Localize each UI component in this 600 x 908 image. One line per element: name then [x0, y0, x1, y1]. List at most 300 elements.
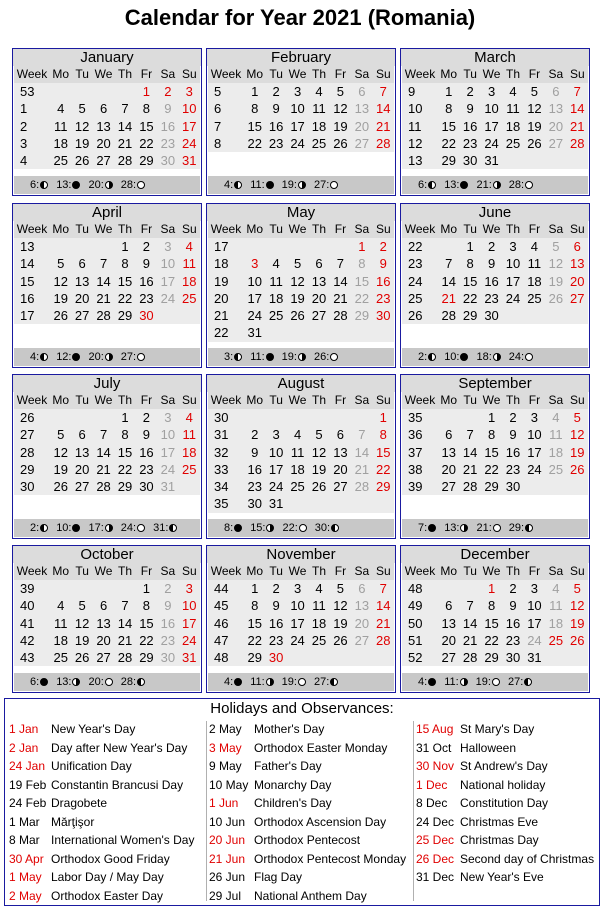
day-cell[interactable]: 15 [376, 444, 391, 460]
day-cell[interactable]: 1 [379, 410, 387, 425]
day-cell[interactable]: 10 [527, 427, 542, 443]
day-cell[interactable]: 19 [311, 461, 327, 477]
day-cell[interactable] [351, 324, 372, 341]
day-cell[interactable]: 23 [247, 479, 262, 495]
day-cell[interactable] [287, 324, 308, 341]
day-cell[interactable]: 13 [441, 444, 456, 460]
day-cell[interactable]: 5 [336, 581, 345, 596]
day-cell[interactable]: 21 [354, 461, 370, 477]
day-cell[interactable]: 12 [74, 118, 90, 134]
day-cell[interactable]: 20 [333, 461, 348, 477]
day-cell[interactable]: 12 [290, 273, 305, 289]
day-cell[interactable]: 8 [487, 598, 496, 614]
day-cell[interactable]: 13 [570, 256, 585, 272]
day-cell[interactable]: 26 [53, 479, 68, 495]
day-cell[interactable]: 17 [160, 273, 176, 289]
day-cell[interactable]: 5 [78, 101, 86, 117]
day-cell[interactable]: 9 [509, 598, 517, 614]
day-cell[interactable]: 8 [487, 427, 496, 443]
day-cell[interactable]: 22 [462, 290, 478, 306]
day-cell[interactable]: 3 [251, 256, 259, 272]
day-cell[interactable]: 27 [96, 153, 111, 169]
day-cell[interactable]: 1 [121, 410, 129, 425]
day-cell[interactable]: 1 [487, 410, 496, 425]
day-cell[interactable]: 25 [268, 308, 284, 324]
day-cell[interactable]: 6 [358, 84, 366, 99]
day-cell[interactable]: 13 [441, 615, 456, 631]
day-cell[interactable]: 13 [96, 118, 111, 134]
day-cell[interactable]: 5 [573, 410, 581, 425]
day-cell[interactable]: 5 [552, 239, 560, 254]
day-cell[interactable]: 10 [527, 598, 542, 614]
day-cell[interactable]: 9 [164, 101, 172, 117]
day-cell[interactable]: 24 [247, 308, 262, 324]
day-cell[interactable]: 11 [527, 256, 542, 272]
day-cell[interactable]: 20 [548, 118, 564, 134]
day-cell[interactable]: 1 [251, 581, 259, 596]
day-cell[interactable] [265, 324, 286, 341]
day-cell[interactable] [330, 238, 351, 255]
day-cell[interactable]: 3 [185, 84, 193, 99]
day-cell[interactable]: 11 [290, 444, 305, 460]
day-cell[interactable]: 29 [139, 153, 154, 169]
day-cell[interactable]: 24 [182, 135, 197, 151]
day-cell[interactable]: 27 [441, 479, 456, 495]
day-cell[interactable] [308, 324, 329, 341]
day-cell[interactable]: 18 [268, 290, 284, 306]
day-cell[interactable]: 19 [570, 615, 585, 631]
day-cell[interactable] [93, 409, 114, 426]
day-cell[interactable]: 23 [484, 290, 499, 306]
day-cell[interactable]: 27 [311, 308, 327, 324]
day-cell[interactable]: 4 [530, 239, 539, 254]
day-cell[interactable]: 13 [311, 273, 327, 289]
day-cell[interactable]: 20 [441, 461, 456, 477]
day-cell[interactable]: 21 [462, 632, 478, 648]
day-cell[interactable]: 23 [160, 135, 176, 151]
day-cell[interactable] [330, 649, 351, 666]
day-cell[interactable] [114, 580, 135, 597]
day-cell[interactable]: 25 [311, 135, 327, 151]
day-cell[interactable]: 14 [376, 598, 391, 614]
day-cell[interactable]: 13 [74, 444, 90, 460]
day-cell[interactable]: 21 [117, 632, 133, 648]
day-cell[interactable]: 17 [527, 615, 542, 631]
day-cell[interactable]: 29 [117, 308, 133, 324]
day-cell[interactable]: 16 [505, 444, 521, 460]
day-cell[interactable]: 11 [312, 101, 326, 117]
day-cell[interactable]: 26 [333, 632, 348, 648]
day-cell[interactable] [438, 238, 459, 255]
day-cell[interactable]: 26 [570, 461, 585, 477]
day-cell[interactable] [71, 238, 92, 255]
day-cell[interactable]: 11 [549, 427, 563, 443]
day-cell[interactable]: 18 [548, 615, 564, 631]
day-cell[interactable] [438, 580, 459, 597]
day-cell[interactable]: 30 [247, 496, 262, 512]
day-cell[interactable] [373, 649, 394, 666]
day-cell[interactable] [71, 83, 92, 100]
day-cell[interactable]: 23 [139, 461, 154, 477]
day-cell[interactable]: 10 [484, 101, 499, 117]
day-cell[interactable]: 27 [548, 135, 564, 151]
day-cell[interactable]: 4 [293, 427, 302, 443]
day-cell[interactable]: 17 [290, 118, 305, 134]
day-cell[interactable]: 9 [142, 427, 151, 443]
day-cell[interactable]: 23 [505, 461, 521, 477]
day-cell[interactable]: 7 [573, 84, 581, 99]
day-cell[interactable]: 11 [182, 256, 197, 272]
day-cell[interactable] [502, 152, 523, 169]
day-cell[interactable]: 25 [290, 479, 305, 495]
day-cell[interactable]: 12 [53, 444, 68, 460]
day-cell[interactable]: 10 [247, 273, 262, 289]
day-cell[interactable]: 23 [160, 632, 176, 648]
day-cell[interactable]: 7 [379, 581, 387, 596]
day-cell[interactable] [287, 409, 308, 426]
day-cell[interactable]: 25 [527, 290, 542, 306]
day-cell[interactable]: 24 [160, 461, 176, 477]
day-cell[interactable]: 2 [379, 239, 387, 254]
day-cell[interactable]: 3 [487, 84, 496, 99]
day-cell[interactable]: 26 [548, 290, 564, 306]
day-cell[interactable]: 18 [527, 273, 542, 289]
day-cell[interactable]: 7 [99, 427, 108, 443]
day-cell[interactable]: 5 [293, 256, 302, 272]
day-cell[interactable] [244, 238, 265, 255]
day-cell[interactable]: 15 [139, 118, 154, 134]
day-cell[interactable]: 22 [117, 461, 133, 477]
day-cell[interactable]: 23 [462, 135, 478, 151]
day-cell[interactable] [308, 409, 329, 426]
day-cell[interactable]: 16 [462, 118, 478, 134]
day-cell[interactable]: 16 [484, 273, 499, 289]
day-cell[interactable]: 29 [441, 153, 456, 169]
day-cell[interactable]: 13 [96, 615, 111, 631]
day-cell[interactable] [567, 478, 588, 495]
day-cell[interactable]: 24 [290, 632, 305, 648]
day-cell[interactable]: 3 [293, 581, 302, 596]
day-cell[interactable]: 14 [117, 615, 133, 631]
day-cell[interactable]: 24 [505, 290, 521, 306]
day-cell[interactable]: 17 [527, 444, 542, 460]
day-cell[interactable] [459, 580, 480, 597]
day-cell[interactable] [524, 152, 545, 169]
day-cell[interactable]: 13 [354, 101, 370, 117]
day-cell[interactable]: 13 [333, 444, 348, 460]
day-cell[interactable]: 10 [268, 444, 284, 460]
day-cell[interactable] [545, 307, 566, 324]
day-cell[interactable]: 22 [376, 461, 391, 477]
day-cell[interactable]: 7 [445, 256, 453, 272]
day-cell[interactable]: 14 [96, 444, 111, 460]
day-cell[interactable]: 5 [57, 256, 65, 272]
day-cell[interactable] [179, 307, 200, 324]
day-cell[interactable]: 29 [117, 479, 133, 495]
day-cell[interactable]: 30 [505, 650, 521, 666]
day-cell[interactable] [71, 580, 92, 597]
day-cell[interactable]: 18 [53, 135, 68, 151]
day-cell[interactable]: 6 [336, 427, 345, 443]
day-cell[interactable]: 30 [268, 650, 284, 666]
day-cell[interactable] [308, 495, 329, 512]
day-cell[interactable]: 28 [570, 135, 585, 151]
day-cell[interactable]: 16 [268, 615, 284, 631]
day-cell[interactable]: 20 [74, 290, 90, 306]
day-cell[interactable]: 27 [74, 479, 90, 495]
day-cell[interactable] [93, 238, 114, 255]
day-cell[interactable]: 8 [121, 256, 129, 272]
day-cell[interactable] [330, 409, 351, 426]
day-cell[interactable]: 7 [121, 598, 129, 614]
day-cell[interactable] [330, 324, 351, 341]
day-cell[interactable] [114, 83, 135, 100]
day-cell[interactable]: 6 [99, 101, 108, 117]
day-cell[interactable]: 4 [509, 84, 517, 99]
day-cell[interactable]: 22 [247, 135, 262, 151]
day-cell[interactable] [567, 649, 588, 666]
day-cell[interactable]: 3 [530, 410, 539, 425]
day-cell[interactable] [567, 307, 588, 324]
day-cell[interactable]: 8 [379, 427, 387, 443]
day-cell[interactable]: 25 [548, 632, 564, 648]
day-cell[interactable]: 26 [333, 135, 348, 151]
day-cell[interactable]: 6 [445, 427, 453, 443]
day-cell[interactable]: 9 [142, 256, 151, 272]
day-cell[interactable]: 5 [78, 598, 86, 614]
day-cell[interactable]: 18 [182, 273, 197, 289]
day-cell[interactable]: 2 [272, 84, 280, 99]
day-cell[interactable]: 15 [484, 615, 499, 631]
day-cell[interactable]: 8 [251, 598, 259, 614]
day-cell[interactable]: 8 [466, 256, 474, 272]
day-cell[interactable] [244, 409, 265, 426]
day-cell[interactable]: 2 [487, 239, 496, 254]
day-cell[interactable]: 14 [354, 444, 370, 460]
day-cell[interactable]: 11 [53, 615, 68, 631]
day-cell[interactable]: 31 [247, 325, 262, 341]
day-cell[interactable] [545, 478, 566, 495]
day-cell[interactable]: 12 [53, 273, 68, 289]
day-cell[interactable]: 6 [315, 256, 323, 272]
day-cell[interactable]: 22 [139, 632, 154, 648]
day-cell[interactable]: 14 [376, 101, 391, 117]
day-cell[interactable]: 27 [354, 135, 370, 151]
day-cell[interactable] [524, 478, 545, 495]
day-cell[interactable]: 14 [96, 273, 111, 289]
day-cell[interactable]: 2 [164, 581, 172, 596]
day-cell[interactable]: 4 [552, 410, 560, 425]
day-cell[interactable]: 6 [358, 581, 366, 596]
day-cell[interactable]: 19 [527, 118, 542, 134]
day-cell[interactable]: 2 [509, 581, 517, 596]
day-cell[interactable]: 7 [121, 101, 129, 117]
day-cell[interactable]: 22 [484, 461, 499, 477]
day-cell[interactable]: 2 [272, 581, 280, 596]
day-cell[interactable]: 28 [333, 308, 348, 324]
day-cell[interactable]: 3 [185, 581, 193, 596]
day-cell[interactable]: 5 [57, 427, 65, 443]
day-cell[interactable]: 4 [552, 581, 560, 596]
day-cell[interactable] [308, 649, 329, 666]
day-cell[interactable]: 7 [466, 598, 474, 614]
day-cell[interactable] [287, 649, 308, 666]
day-cell[interactable]: 31 [268, 496, 284, 512]
day-cell[interactable]: 17 [182, 615, 197, 631]
day-cell[interactable]: 1 [466, 239, 474, 254]
day-cell[interactable]: 28 [462, 479, 478, 495]
day-cell[interactable]: 15 [441, 118, 456, 134]
day-cell[interactable]: 6 [573, 239, 581, 254]
day-cell[interactable]: 1 [445, 84, 453, 99]
day-cell[interactable] [50, 409, 71, 426]
day-cell[interactable]: 14 [117, 118, 133, 134]
day-cell[interactable]: 16 [160, 118, 176, 134]
day-cell[interactable]: 5 [315, 427, 323, 443]
day-cell[interactable]: 16 [139, 273, 154, 289]
day-cell[interactable]: 29 [354, 308, 370, 324]
day-cell[interactable] [373, 495, 394, 512]
day-cell[interactable]: 30 [160, 650, 176, 666]
day-cell[interactable]: 20 [74, 461, 90, 477]
day-cell[interactable]: 21 [96, 290, 111, 306]
day-cell[interactable]: 12 [570, 427, 585, 443]
day-cell[interactable]: 2 [142, 239, 151, 254]
day-cell[interactable]: 4 [315, 581, 323, 596]
day-cell[interactable]: 18 [505, 118, 521, 134]
day-cell[interactable] [93, 580, 114, 597]
day-cell[interactable] [50, 238, 71, 255]
day-cell[interactable]: 20 [96, 135, 111, 151]
day-cell[interactable]: 5 [336, 84, 345, 99]
day-cell[interactable]: 17 [505, 273, 521, 289]
day-cell[interactable]: 18 [311, 118, 327, 134]
day-cell[interactable]: 22 [247, 632, 262, 648]
day-cell[interactable]: 20 [354, 118, 370, 134]
day-cell[interactable]: 11 [506, 101, 520, 117]
day-cell[interactable]: 22 [117, 290, 133, 306]
day-cell[interactable]: 9 [487, 256, 496, 272]
day-cell[interactable]: 2 [251, 427, 259, 443]
day-cell[interactable]: 28 [117, 650, 133, 666]
day-cell[interactable]: 12 [333, 598, 348, 614]
day-cell[interactable]: 10 [290, 101, 305, 117]
day-cell[interactable]: 8 [445, 101, 453, 117]
day-cell[interactable]: 5 [573, 581, 581, 596]
day-cell[interactable]: 21 [441, 290, 456, 306]
day-cell[interactable]: 3 [293, 84, 302, 99]
day-cell[interactable]: 17 [290, 615, 305, 631]
day-cell[interactable]: 31 [182, 153, 197, 169]
day-cell[interactable]: 3 [509, 239, 517, 254]
day-cell[interactable]: 11 [312, 598, 326, 614]
day-cell[interactable]: 1 [487, 581, 496, 596]
day-cell[interactable]: 21 [570, 118, 585, 134]
day-cell[interactable]: 12 [548, 256, 564, 272]
day-cell[interactable]: 19 [74, 632, 90, 648]
day-cell[interactable]: 23 [139, 290, 154, 306]
day-cell[interactable] [438, 409, 459, 426]
day-cell[interactable]: 29 [139, 650, 154, 666]
day-cell[interactable]: 27 [96, 650, 111, 666]
day-cell[interactable]: 28 [376, 632, 391, 648]
day-cell[interactable]: 25 [53, 650, 68, 666]
day-cell[interactable]: 13 [354, 598, 370, 614]
day-cell[interactable]: 7 [379, 84, 387, 99]
day-cell[interactable]: 3 [530, 581, 539, 596]
day-cell[interactable]: 8 [142, 101, 151, 117]
day-cell[interactable]: 17 [268, 461, 284, 477]
day-cell[interactable]: 31 [484, 153, 499, 169]
day-cell[interactable]: 8 [358, 256, 366, 272]
day-cell[interactable]: 16 [376, 273, 391, 289]
day-cell[interactable]: 10 [182, 101, 197, 117]
day-cell[interactable]: 16 [505, 615, 521, 631]
day-cell[interactable]: 16 [247, 461, 262, 477]
day-cell[interactable]: 11 [269, 273, 283, 289]
day-cell[interactable]: 7 [466, 427, 474, 443]
day-cell[interactable]: 30 [376, 308, 391, 324]
day-cell[interactable]: 5 [530, 84, 539, 99]
day-cell[interactable]: 17 [160, 444, 176, 460]
day-cell[interactable]: 26 [311, 479, 327, 495]
day-cell[interactable]: 10 [290, 598, 305, 614]
day-cell[interactable]: 6 [78, 427, 86, 443]
day-cell[interactable]: 12 [527, 101, 542, 117]
day-cell[interactable]: 25 [311, 632, 327, 648]
day-cell[interactable]: 11 [549, 598, 563, 614]
day-cell[interactable]: 20 [311, 290, 327, 306]
day-cell[interactable]: 25 [182, 461, 197, 477]
day-cell[interactable]: 1 [142, 84, 151, 99]
day-cell[interactable]: 28 [354, 479, 370, 495]
day-cell[interactable]: 9 [509, 427, 517, 443]
day-cell[interactable]: 15 [139, 615, 154, 631]
day-cell[interactable] [308, 238, 329, 255]
day-cell[interactable]: 28 [441, 308, 456, 324]
day-cell[interactable]: 21 [462, 461, 478, 477]
day-cell[interactable]: 4 [315, 84, 323, 99]
day-cell[interactable]: 17 [247, 290, 262, 306]
day-cell[interactable]: 30 [505, 479, 521, 495]
day-cell[interactable]: 18 [548, 444, 564, 460]
day-cell[interactable]: 29 [462, 308, 478, 324]
day-cell[interactable]: 16 [139, 444, 154, 460]
day-cell[interactable]: 18 [182, 444, 197, 460]
day-cell[interactable]: 3 [272, 427, 280, 443]
day-cell[interactable]: 10 [505, 256, 521, 272]
day-cell[interactable]: 30 [160, 153, 176, 169]
day-cell[interactable]: 24 [160, 290, 176, 306]
day-cell[interactable]: 23 [268, 632, 284, 648]
day-cell[interactable]: 6 [99, 598, 108, 614]
day-cell[interactable]: 8 [251, 101, 259, 117]
day-cell[interactable] [179, 478, 200, 495]
day-cell[interactable]: 25 [53, 153, 68, 169]
day-cell[interactable] [351, 409, 372, 426]
day-cell[interactable] [351, 649, 372, 666]
day-cell[interactable]: 12 [333, 101, 348, 117]
day-cell[interactable]: 4 [185, 239, 193, 254]
day-cell[interactable]: 15 [484, 444, 499, 460]
day-cell[interactable]: 15 [117, 273, 133, 289]
day-cell[interactable]: 15 [117, 444, 133, 460]
day-cell[interactable]: 23 [268, 135, 284, 151]
day-cell[interactable]: 12 [570, 598, 585, 614]
day-cell[interactable]: 20 [354, 615, 370, 631]
day-cell[interactable]: 19 [570, 444, 585, 460]
day-cell[interactable]: 13 [74, 273, 90, 289]
